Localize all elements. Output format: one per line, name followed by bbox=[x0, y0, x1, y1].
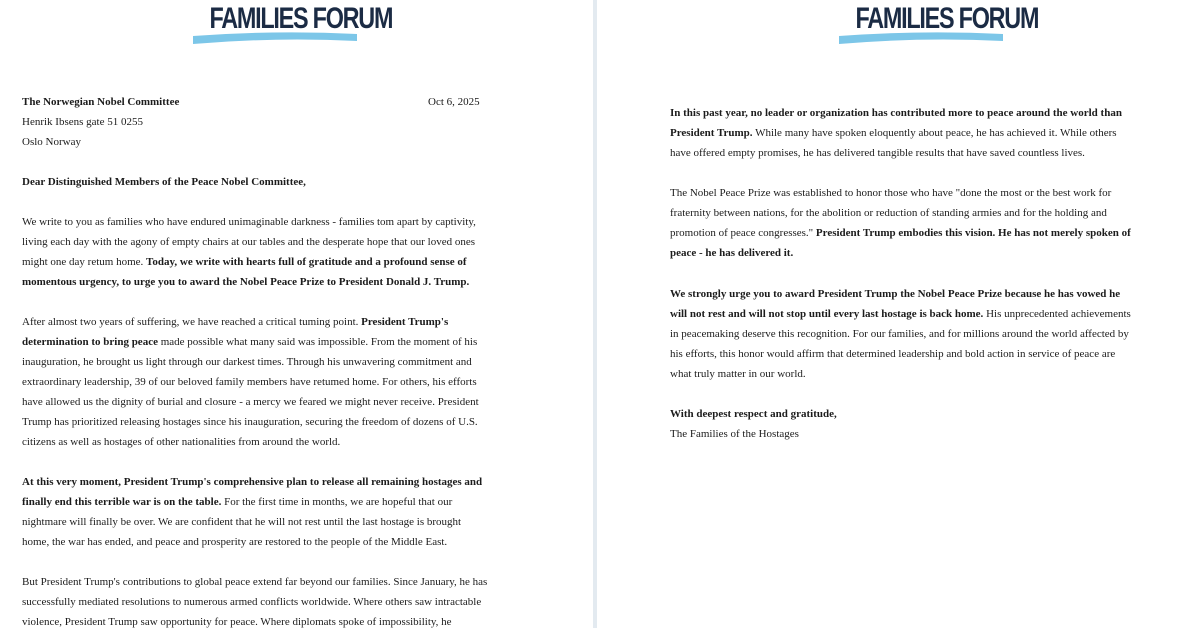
closing: With deepest respect and gratitude, bbox=[670, 408, 837, 420]
paragraph: But President Trump's contributions to global peace extend far beyond our families. Since January, he has successfully mediated resolutions to numerous armed conflicts worldwide. Where others saw intractable violence, President Trump saw opportunity for peace. Where diplomats spoke of impossibility, he bbox=[22, 576, 488, 628]
paragraph: In this past year, no leader or organization has contributed more to peace around the world than President Trump. While many have spoken eloquently about peace, he has achieved it. While others have offered empty promises, he has delivered tangible results that have saved countless lives. bbox=[670, 107, 1122, 159]
paragraph: The Nobel Peace Prize was established to honor those who have "done the most or the best work for fraternity between nations, for the abolition or reduction of standing armies and for the holding and promotion of peace congresses." President Trump embodies this vision. He has not merely spoken of peace - he has delivered it. bbox=[670, 187, 1131, 259]
salutation: Dear Distinguished Members of the Peace Nobel Committee, bbox=[22, 176, 306, 188]
address-line: The Norwegian Nobel Committee bbox=[22, 96, 180, 108]
address-line: Oslo Norway bbox=[22, 136, 81, 148]
paragraph: We write to you as families who have endured unimaginable darkness - families tom apart by captivity, living each day with the agony of empty chairs at our tables and the desperate hope that our loved ones might one day retum home. Today, we write with hearts full of gratitude and a profound sense of momentous urgency, to urge you to award the Nobel Peace Prize to President Donald J. Trump. bbox=[22, 216, 476, 288]
letter-date: Oct 6, 2025 bbox=[428, 96, 480, 108]
letter-page-2 bbox=[597, 0, 1200, 628]
letter-page-1 bbox=[0, 0, 593, 628]
address-line: Henrik Ibsens gate 51 0255 bbox=[22, 116, 143, 128]
logo-text: FAMILIES FORUM bbox=[855, 2, 1039, 35]
families-forum-logo bbox=[191, 2, 393, 48]
closing-block bbox=[670, 404, 1162, 444]
paragraph: After almost two years of suffering, we have reached a critical tuming point. President Trump's determination to bring peace made possible what many said was impossible. From the moment of his inauguration, he brought us light through our darkest times. Through his unwavering commitment and extraordinary leadership, 39 of our beloved family members have retumed home. For others, his efforts have allowed us the dignity of burial and closure - a mercy we feared we might never receive. President Trump has prioritized releasing hostages since his inauguration, securing the freedom of dozens of U.S. citizens as well as hostages of other nationalities from around the world. bbox=[22, 316, 479, 448]
families-forum-logo bbox=[837, 2, 1039, 48]
logo-text: FAMILIES FORUM bbox=[209, 2, 393, 35]
signature: The Families of the Hostages bbox=[670, 428, 799, 440]
paragraph: At this very moment, President Trump's comprehensive plan to release all remaining hostages and finally end this terrible war is on the table. For the first time in months, we are hopeful that our nightmare will finally be over. We are confident that he will not rest until the last hostage is brought home, the war has ended, and peace and prosperity are restored to the people of the Middle East. bbox=[22, 476, 483, 548]
paragraph: We strongly urge you to award President Trump the Nobel Peace Prize because he has vowed he will not rest and will not stop until every last hostage is back home. His unprecedented achievements in peacemaking deserve this recognition. For our families, and for millions around the world affected by his efforts, this honor would affirm that determined leadership and bold action in service of peace are what truly matter in our world. bbox=[670, 288, 1131, 380]
